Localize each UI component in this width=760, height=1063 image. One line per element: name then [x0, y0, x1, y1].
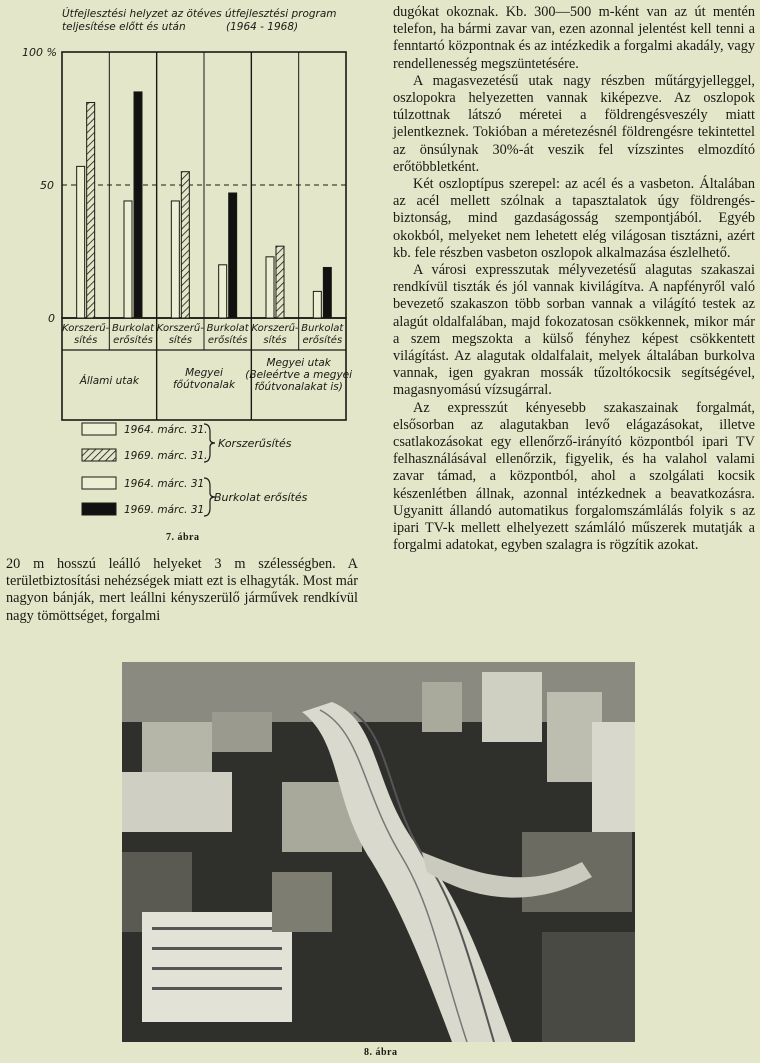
y-tick-0: 0 [48, 312, 55, 325]
bar-label: Burkolat [206, 323, 249, 334]
group-label: (Beleértve a megyei [245, 369, 353, 381]
figure-7-chart [0, 0, 380, 548]
y-tick-100: 100 % [22, 46, 57, 59]
bar-label: sítés [263, 335, 287, 346]
legend-group-korszerusites: Korszerűsítés [218, 437, 292, 450]
legend-label: 1969. márc. 31. [124, 450, 208, 462]
bar-burkolat-1969 [229, 193, 237, 318]
bar-label: Korszerű- [251, 323, 299, 334]
legend-label: 1964. márc. 31 [124, 478, 205, 490]
bar-label: Korszerű- [156, 323, 204, 334]
legend-label: 1969. márc. 31 [124, 504, 205, 516]
bar-korszerusites-1969 [181, 172, 189, 318]
bar-korszerusites-1964 [266, 257, 274, 318]
bar-label: Korszerű- [62, 323, 110, 334]
bar-burkolat-1969 [323, 267, 331, 318]
bar-burkolat-1964 [124, 201, 132, 318]
left-column-text [6, 556, 358, 625]
figure-8-photo [122, 662, 635, 1042]
group-label: Megyei utak [266, 357, 331, 369]
bar-korszerusites-1969 [276, 246, 284, 318]
elevated-expressway-photo [122, 662, 635, 1042]
right-column-text [393, 4, 755, 555]
legend-swatch-open [82, 423, 116, 435]
paragraph: A városi expresszutak mélyvezetésű alagutas szakaszai rendkívül tiszták és jól vannak kivilágítva. A napfényről való bevezető szakaszon több sorban vannak a világító testek az alagút oldalfalában, majd fokozatosan csökkennek, mikor már a szem megszokta a külső fényhez képest csökkentett világítást. Az alagutak oldalfalait, melyek általában burkolva vannak, igen gyakran mossák tűzoltókocsik segítségével, magasnyomású vízsugárral. [393, 262, 755, 399]
paragraph: Az expresszút kényesebb szakaszainak forgalmát, elsősorban az alagutakban levő elágazásokat, illetve csatlakozásokat egy ellenőrző-irányító központból ipari TV felhasználásával ellenőrzik, figyelik, és ha valahol valami zavar támad, a központból, ahol a szolgálati kocsik készenlétben állnak, azonnal intézkednek a beavatkozásra. Ugyanitt állandó automatikus forgalomszámlálás folyik s az ipari TV-k mellett elhelyezett számláló műszerek mutatják a forgalmi adatokat, egyben szalagra is rögzítik azokat. [393, 399, 755, 554]
paragraph: A magasvezetésű utak nagy részben műtárgyjelleggel, oszlopokra helyezetten vannak kiképezve. Az oszlopok túlzottnak látszó méretei a földrengésveszély miatt jelentkeznek. Tokióban a méretezésnél földrengésre tekintettel az önsúlynak 30%-át veszik fel vízszintes elmozdító erőtöbbletként. [393, 72, 755, 175]
group-label: Állami utak [79, 375, 139, 387]
bar-label: sítés [74, 335, 98, 346]
paragraph: Két oszloptípus szerepel: az acél és a vasbeton. Általában az acél mellett szólnak a tapasztalatok úgy földrengés-biztonság, mind gazdaságosság szempontjából. Egyéb okokból, melyeket nem lehetett elég világosan tisztázni, azért kb. fele részben vasbeton oszlopok alkalmazása észlelhető. [393, 176, 755, 261]
group-label: főútvonalak [172, 379, 236, 391]
legend-swatch-hatched [82, 449, 116, 461]
figure-7-caption: 7. ábra [166, 532, 200, 543]
bar-label: erősítés [207, 335, 248, 346]
bar-label: erősítés [113, 335, 153, 346]
bar-korszerusites-1964 [171, 201, 179, 318]
bar-label: Burkolat [111, 323, 155, 334]
figure-8-caption: 8. ábra [364, 1047, 398, 1058]
bar-label: erősítés [302, 335, 343, 346]
bar-korszerusites-1969 [87, 103, 95, 318]
bar-label: Burkolat [301, 323, 344, 334]
bar-korszerusites-1964 [77, 166, 85, 318]
paragraph: dugókat okoznak. Kb. 300—500 m-ként van az út mentén telefon, ha bármi zavar van, ezen azonnal jelentést kell tenni a fenntartó központnak és az intézkedik a forgalmi akadály, vagy rendellenesség megszüntetésére. [393, 4, 755, 72]
bar-burkolat-1964 [219, 265, 227, 318]
group-label: Megyei [185, 367, 223, 379]
chart-title-line1: Útfejlesztési helyzet az ötéves útfejlesztési program [62, 8, 337, 20]
legend-swatch-open [82, 477, 116, 489]
chart-title-line2: teljesítése előtt és után [62, 21, 186, 33]
bar-label: sítés [168, 335, 192, 346]
bar-burkolat-1969 [134, 92, 142, 318]
paragraph: 20 m hosszú leálló helyeket 3 m szélességben. A területbiztosítási nehézségek miatt ezt is elhagyták. Most már nagyon bánják, mert leállni kényszerülő járművek rendkívül nagy tömöttséget, forgalmi [6, 556, 358, 624]
chart-title-years: (1964 - 1968) [226, 21, 299, 33]
bar-burkolat-1964 [313, 291, 321, 318]
legend-swatch-solid [82, 503, 116, 515]
group-label: főútvonalakat is) [254, 381, 343, 393]
legend-group-burkolat: Burkolat erősítés [214, 491, 308, 504]
y-tick-50: 50 [40, 179, 54, 192]
legend-label: 1964. márc. 31. [124, 424, 208, 436]
